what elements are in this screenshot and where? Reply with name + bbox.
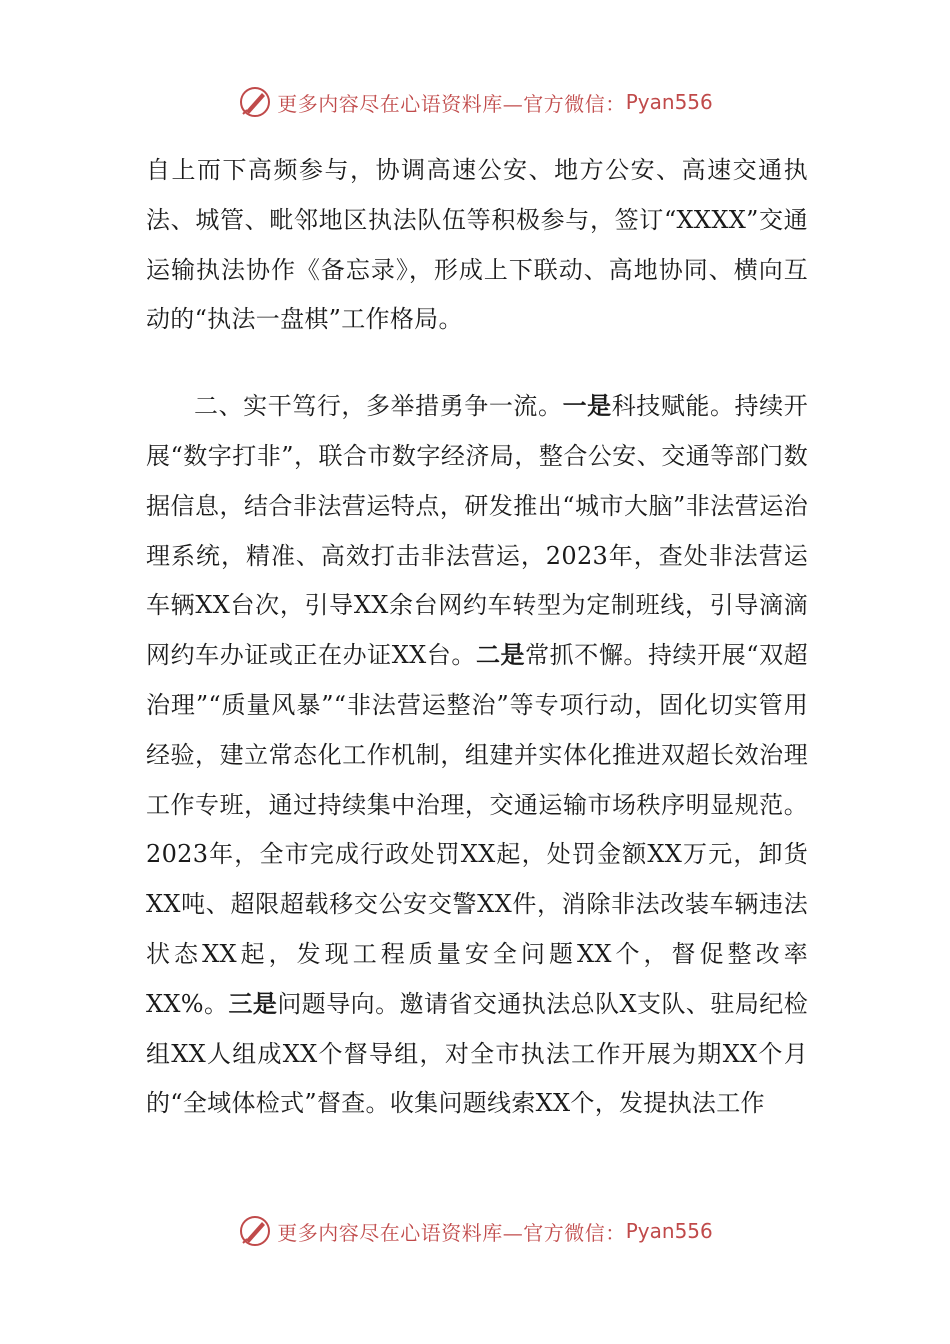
bold-lead-2: 二是	[475, 641, 526, 670]
banner-content	[237, 1213, 713, 1249]
wechat-handle: Pyan556	[625, 1219, 713, 1243]
bold-lead-3: 三是	[228, 989, 278, 1018]
banner-content	[237, 84, 713, 120]
header-banner	[0, 82, 950, 122]
wechat-handle: Pyan556	[625, 90, 713, 114]
text-segment: 问题导向。邀请省交通执法总队X支队、驻局纪检组XX人组成XX个督导组，对全市执法工作开展为期XX个月的“全域体检式”督查。收集问题线索XX个，发提执法工作	[146, 989, 808, 1118]
footer-banner	[0, 1211, 950, 1251]
text-segment: 常抓不懈。持续开展“双超治理”“质量风暴”“非法营运整治”等专项行动，固化切实管用经验，建立常态化工作机制，组建并实体化推进双超长效治理工作专班，通过持续集中治理，交通运输市场秩序明显规范。2023年，全市完成行政处罚XX起，处罚金额XX万元，卸货XX吨、超限超载移交公安交警XX件，消除非法改装车辆违法状态XX起，发现工程质量安全问题XX个，督促整改率XX%。	[146, 641, 808, 1018]
document-body	[146, 146, 808, 1129]
pen-seal-icon	[237, 1213, 273, 1249]
banner-text: 更多内容尽在心语资料库—官方微信：	[277, 1220, 626, 1245]
paragraph-1: 自上而下高频参与，协调高速公安、地方公安、高速交通执法、城管、毗邻地区执法队伍等积极参与，签订“XXXX”交通运输执法协作《备忘录》，形成上下联动、高地协同、横向互动的“执法一盘棋”工作格局。	[146, 156, 808, 334]
text-segment: 科技赋能。持续开展“数字打非”，联合市数字经济局，整合公安、交通等部门数据信息，结合非法营运特点，研发推出“城市大脑”非法营运治理系统，精准、高效打击非法营运，2023年，查处非法营运车辆XX台次，引导XX余台网约车转型为定制班线，引导滴滴网约车办证或正在办证XX台。	[146, 392, 808, 670]
bold-lead-1: 一是	[562, 392, 612, 421]
banner-text: 更多内容尽在心语资料库—官方微信：	[277, 91, 626, 116]
pen-seal-icon	[237, 84, 273, 120]
section-heading: 二、实干笃行，多举措勇争一流。	[194, 392, 563, 421]
paragraph-2	[146, 382, 808, 1129]
